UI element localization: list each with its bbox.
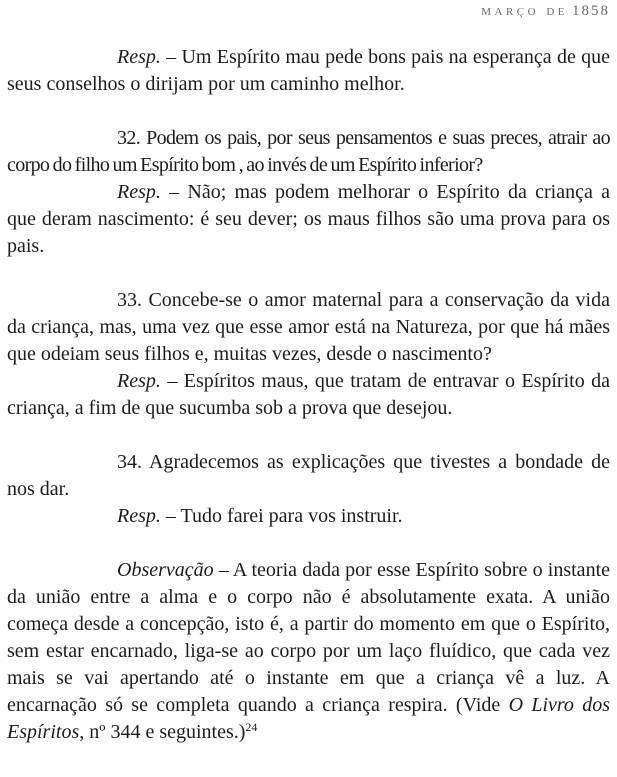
question-32: 32. Podem os pais, por seus pensamentos e suas preces, atrair ao corpo do filho um Espírito bom , ao invés de um Espírito inferior? bbox=[7, 127, 610, 176]
resp-label: Resp. bbox=[117, 370, 161, 392]
question-33: 33. Concebe-se o amor maternal para a conservação da vida da criança, mas, uma vez que esse amor está na Natureza, por que há mães que odeiam seus filhos e, muitas vezes, desde o nascimento? bbox=[7, 289, 610, 365]
observation-label: Observação bbox=[117, 559, 214, 581]
book-title: O Livro dos Espíritos bbox=[7, 694, 610, 743]
answer-text: – Tudo farei para vos instruir. bbox=[160, 505, 403, 527]
answer-32 bbox=[7, 179, 610, 260]
answer-text: – Espíritos maus, que tratam de entravar o Espírito da criança, a fim de que sucumba sob a prova que desejou. bbox=[7, 370, 610, 419]
answer-34 bbox=[7, 503, 610, 530]
running-header bbox=[481, 3, 610, 20]
question-34: 34. Agradecemos as explicações que tivestes a bondade de nos dar. bbox=[7, 451, 610, 500]
resp-label: Resp. bbox=[117, 181, 161, 203]
book-reference: , nº 344 e seguintes.) bbox=[79, 721, 246, 743]
answer-text: – Não; mas podem melhorar o Espírito da criança a que deram nascimento: é seu dever; os maus filhos são uma prova para os pais. bbox=[7, 181, 610, 257]
header-month: março de bbox=[481, 3, 568, 19]
page-body bbox=[7, 44, 610, 746]
header-year: 1858 bbox=[572, 3, 610, 19]
answer-text: – Um Espírito mau pede bons pais na esperança de que seus conselhos o dirijam por um caminho melhor. bbox=[7, 46, 610, 95]
answer-33 bbox=[7, 368, 610, 422]
observation bbox=[7, 557, 610, 746]
answer-31 bbox=[7, 44, 610, 98]
resp-label: Resp. bbox=[117, 505, 161, 527]
footnote-marker: 24 bbox=[245, 720, 258, 734]
observation-text: – A teoria dada por esse Espírito sobre o instante da união entre a alma e o corpo não é absolutamente exata. A união começa desde a concepção, isto é, a partir do momento em que o Espírito, sem estar encarnado, liga-se ao corpo por um laço fluídico, que cada vez mais se vai apertando até o instante em que a criança vê a luz. A encarnação só se completa quando a criança respira. (Vide bbox=[7, 559, 610, 716]
resp-label: Resp. bbox=[117, 46, 161, 68]
